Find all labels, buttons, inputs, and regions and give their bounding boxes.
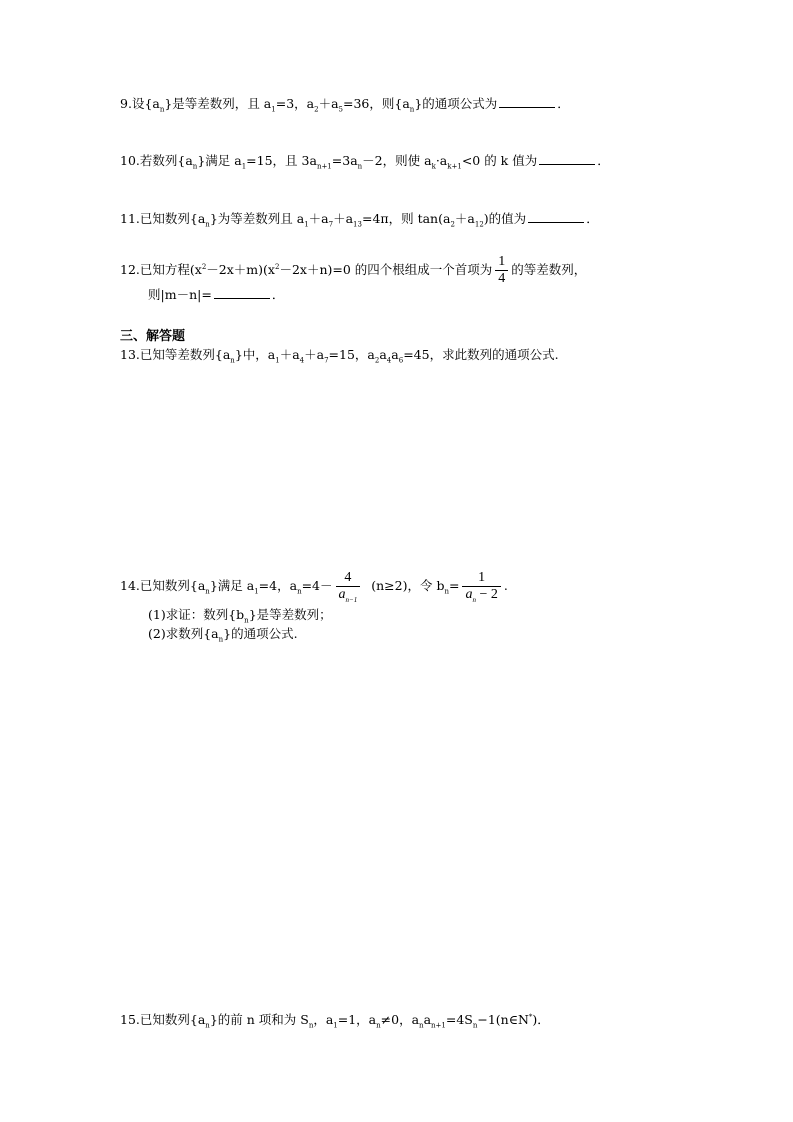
- answer-blank: [528, 210, 584, 223]
- question-number: 15.: [120, 1012, 140, 1027]
- fraction-one-quarter: $\frac{1}{4}$: [495, 254, 508, 287]
- section-heading: 三、解答题: [120, 329, 186, 344]
- answer-blank: [499, 95, 555, 108]
- question-number: 11.: [120, 211, 140, 226]
- question-9: 9.设$\{a_n\}$是等差数列，且 $a_1=3$，$a_2+a_5=36$，则$\{a_n\}$的通项公式为 ．: [120, 96, 570, 114]
- fraction-4-over-a-n-minus-1: $\frac{4}{a_{n-1}}$: [336, 570, 361, 603]
- question-11: 11.已知数列$\{a_n\}$为等差数列且 $a_1+a_7+a_{13}=4\pi$，则 $\tan(a_2+a_{12})$的值为 ．: [120, 211, 599, 229]
- question-14-part-1: (1)求证：数列$\{b_n\}$是等差数列；: [148, 607, 332, 625]
- fraction-1-over-a-n-minus-2: $\frac{1}{a_n - 2}$: [462, 570, 500, 603]
- question-12: 12.已知方程$(x^2-2x+m)(x^2-2x+n)=0$ 的四个根组成一个首项为 $\frac{1}{4}$ 的等差数列，: [120, 254, 587, 286]
- answer-blank: [214, 286, 270, 299]
- question-number: 13.: [120, 347, 140, 362]
- question-14: 14.已知数列$\{a_n\}$满足 $a_1=4$，$a_n=4-$ $\frac{4}{a_{n-1}}$ (n≥2)，令 $b_n=$ $\frac{1}{a_n - 2}$ .: [120, 570, 508, 604]
- question-12-line-2: 则|m－n|= ．: [148, 287, 285, 302]
- question-10: 10.若数列$\{a_n\}$满足 $a_1=15$，且 $3a_{n+1}=3a_n-2$，则使 $a_k\cdot a_{k+1}<0$ 的 k 值为 ．: [120, 153, 610, 171]
- answer-blank: [539, 152, 595, 165]
- question-number: 9.: [120, 96, 132, 111]
- question-number: 14.: [120, 578, 140, 593]
- question-number: 10.: [120, 153, 140, 168]
- question-15: 15.已知数列$\{a_n\}$的前 n 项和为 $S_n$，$a_1=1$，$a_n\ne 0$，$a_na_{n+1}=4S_n-1(n\in N^*)$．: [120, 1012, 550, 1030]
- question-number: 12.: [120, 262, 140, 277]
- question-14-part-2: (2)求数列$\{a_n\}$的通项公式.: [148, 626, 298, 644]
- question-13: 13.已知等差数列$\{a_n\}$中，$a_1+a_4+a_7=15$，$a_2a_4a_6=45$，求此数列的通项公式.: [120, 347, 559, 365]
